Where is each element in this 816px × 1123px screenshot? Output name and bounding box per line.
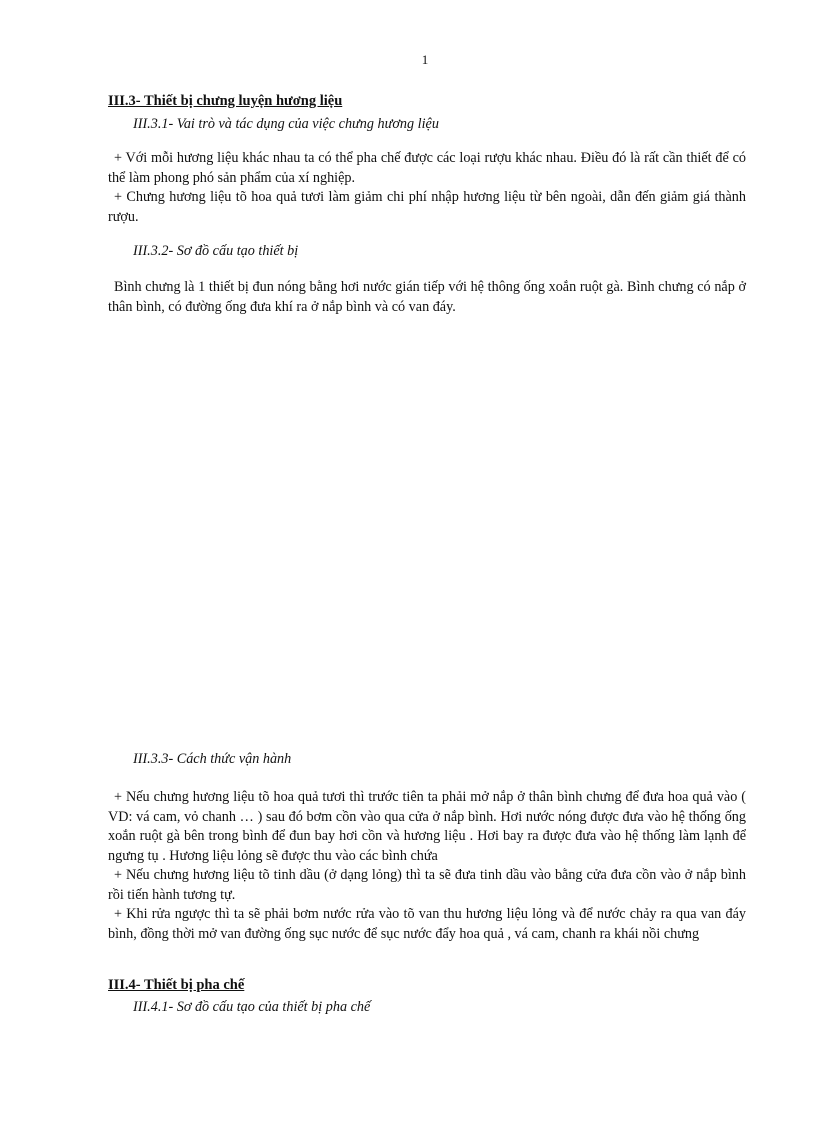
- paragraph-equipment-description: [108, 278, 746, 317]
- page-number: 1: [421, 52, 429, 67]
- paragraph-line: + Chưng hương liệu tõ hoa quả tươi làm giảm chi phí nhập hương liệu từ bên ngoài, dẫn đến giảm giá thành rượu.: [108, 189, 746, 225]
- subsection-heading-iii-3-3: III.3.3- Cách thức vận hành: [133, 751, 292, 767]
- subsection-heading-iii-3-1: III.3.1- Vai trò và tác dụng của việc chưng hương liệu: [133, 116, 439, 132]
- paragraph-line: Bình chưng là 1 thiết bị đun nóng bằng hơi nước gián tiếp với hệ thông ống xoắn ruột gà. Bình chưng có nắp ở thân bình, có đường ống đưa khí ra ở nắp bình và có van đáy.: [108, 279, 746, 315]
- paragraph-line: + Với mỗi hương liệu khác nhau ta có thể pha chế được các loại rượu khác nhau. Điều đó là rất cần thiết để có thể làm phong phó sản phẩm của xí nghiệp.: [108, 150, 746, 186]
- paragraph-role-of-distillation: [108, 149, 746, 227]
- paragraph-operation: [108, 788, 746, 944]
- paragraph-line: + Nếu chưng hương liệu tõ tinh dầu (ở dạng lỏng) thì ta sẽ đưa tinh dầu vào bằng cửa đưa cồn vào ở nắp bình rồi tiến hành tương tự.: [108, 867, 746, 903]
- diagram-placeholder: [108, 330, 746, 740]
- paragraph-line: + Nếu chưng hương liệu tõ hoa quả tươi thì trước tiên ta phải mở nắp ở thân bình chưng để đưa hoa quả vào ( VD: vá cam, vỏ chanh … ) sau đó bơm cồn vào qua cửa ở nắp bình. Hơi nước nóng được đưa vào hệ thống ống xoắn ruột gà bên trong bình để đun bay hơi cồn và hương liệu . Hơi bay ra được đưa vào hệ thống làm lạnh để ngưng tụ . Hương liệu lỏng sẽ được thu vào các bình chứa: [108, 789, 746, 864]
- section-heading-iii-4: III.4- Thiết bị pha chế: [108, 977, 245, 993]
- section-heading-iii-3: III.3- Thiết bị chưng luyện hương liệu: [108, 93, 343, 109]
- subsection-heading-iii-3-2: III.3.2- Sơ đồ cấu tạo thiết bị: [133, 243, 299, 259]
- subsection-heading-iii-4-1: III.4.1- Sơ đồ cấu tạo của thiết bị pha chế: [133, 999, 371, 1015]
- paragraph-line: + Khi rửa ngược thì ta sẽ phải bơm nước rửa vào tõ van thu hương liệu lỏng và để nước chảy ra qua van đáy bình, đồng thời mở van đường ống sục nước để sục nước đẩy hoa quả , vá cam, chanh ra khái nồi chưng: [108, 906, 746, 942]
